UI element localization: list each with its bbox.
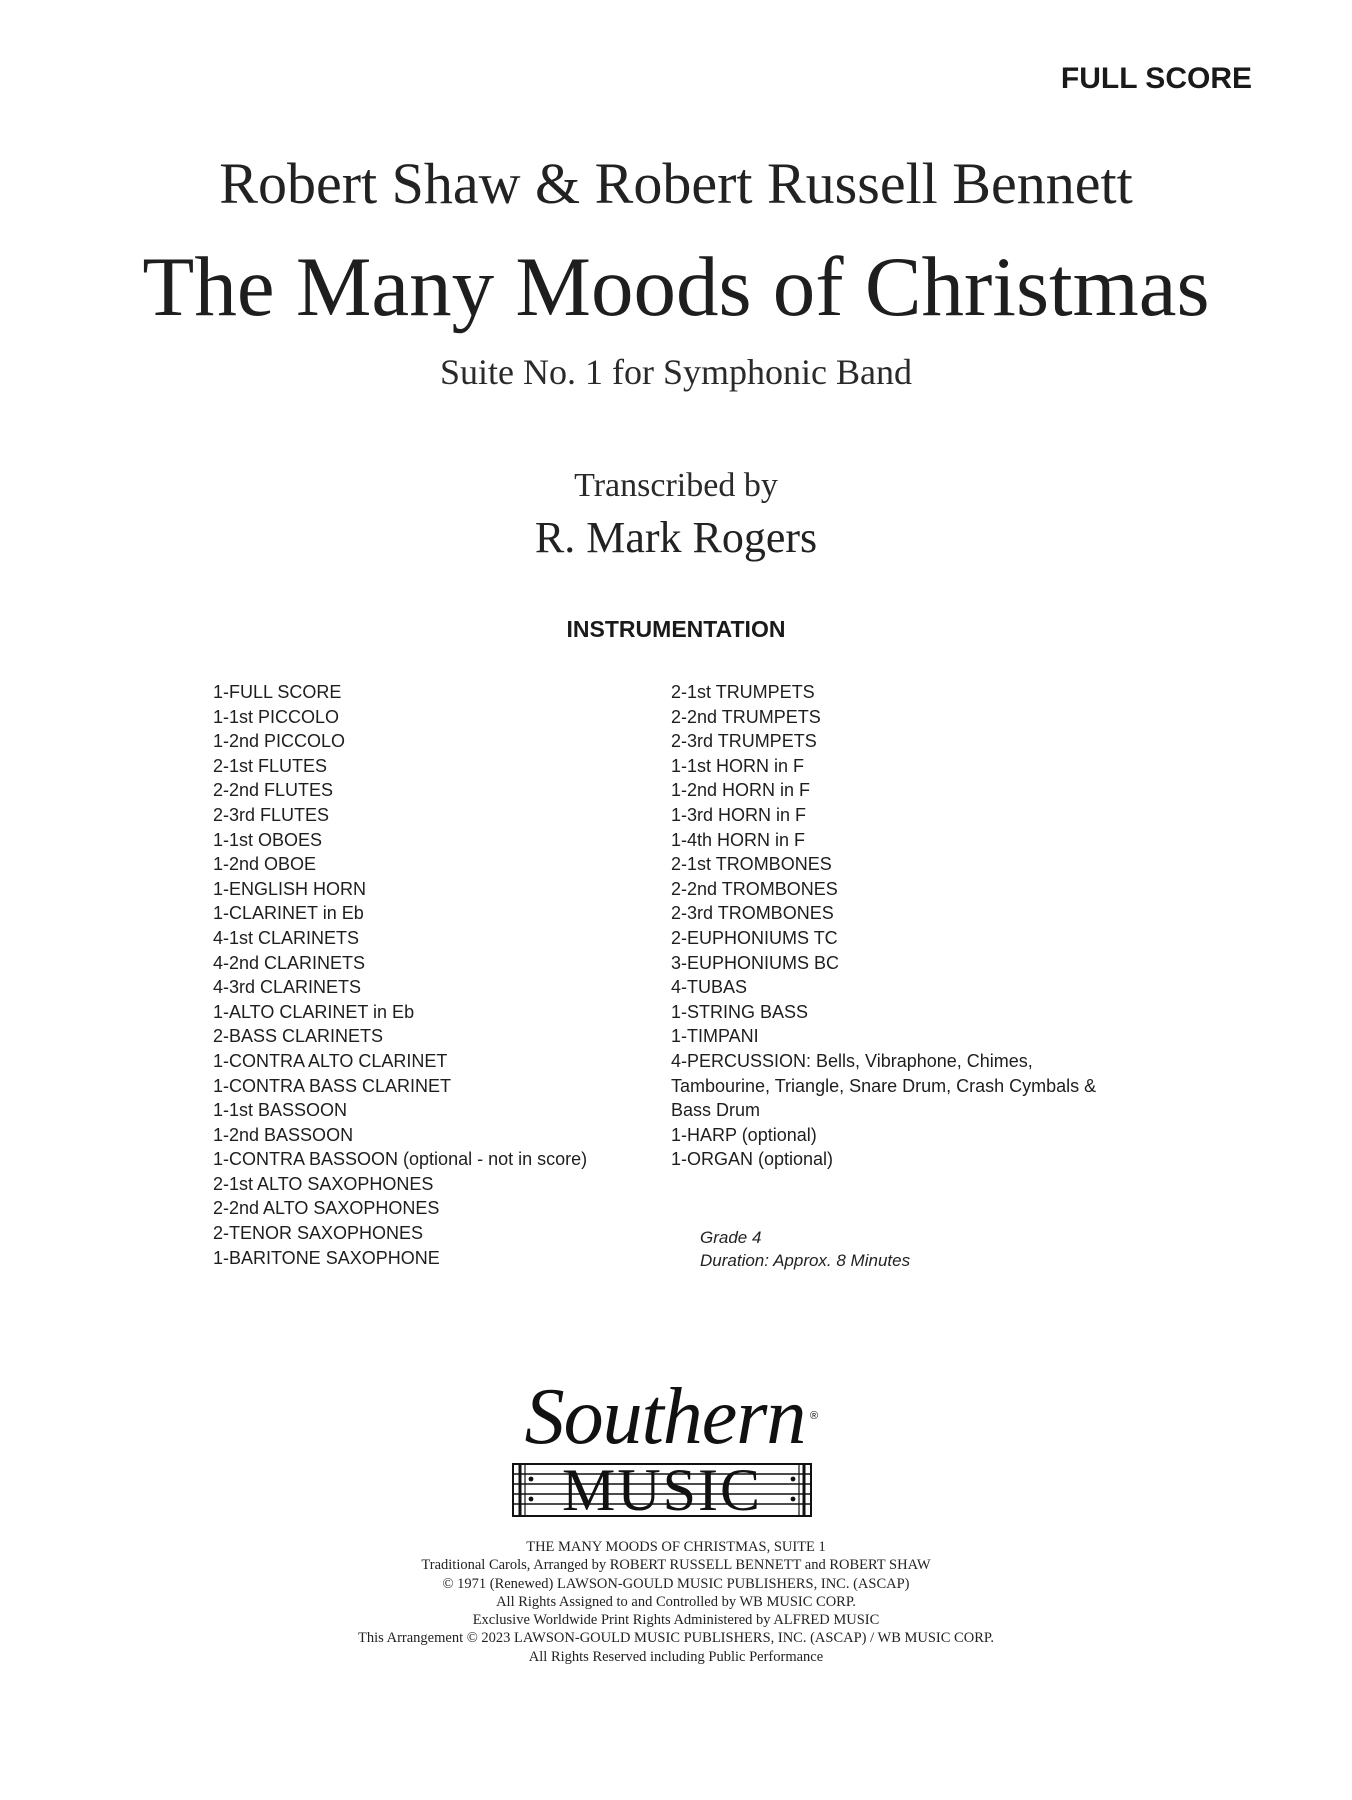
instrument-item: 2-2nd TRUMPETS	[671, 706, 821, 727]
instrument-item: 1-STRING BASS	[671, 1001, 809, 1022]
composers: Robert Shaw & Robert Russell Bennett	[219, 151, 1133, 216]
instrument-item: 1-TIMPANI	[671, 1026, 759, 1047]
instrumentation-list-right	[671, 680, 1131, 1172]
registered-mark: ®	[810, 1410, 819, 1422]
duration-label: Duration: Approx. 8 Minutes	[700, 1251, 911, 1270]
copyright-line: THE MANY MOODS OF CHRISTMAS, SUITE 1	[526, 1539, 826, 1555]
instrument-item: 1-FULL SCORE	[213, 682, 342, 702]
instrument-item: 3-EUPHONIUMS BC	[671, 952, 840, 973]
subtitle: Suite No. 1 for Symphonic Band	[440, 352, 912, 392]
instrument-item: 1-ENGLISH HORN	[213, 878, 367, 899]
logo-word-text: MUSIC	[561, 1457, 763, 1523]
instrument-item: 4-TUBAS	[671, 977, 748, 998]
copyright-line: This Arrangement © 2023 LAWSON-GOULD MUSIC PUBLISHERS, INC. (ASCAP) / WB MUSIC CORP.	[358, 1630, 994, 1647]
instrument-item: 2-EUPHONIUMS TC	[671, 927, 838, 948]
copyright-line: All Rights Reserved including Public Performance	[528, 1648, 824, 1665]
instrument-item: 1-BARITONE SAXOPHONE	[213, 1247, 440, 1268]
instrument-item: 1-1st OBOES	[213, 829, 323, 850]
instrument-item-percussion: 4-PERCUSSION: Bells, Vibraphone, Chimes, Tambourine, Triangle, Snare Drum, Crash Cymbals & Bass Drum	[671, 1050, 1097, 1121]
instrument-item: 2-1st TROMBONES	[671, 854, 832, 875]
instrument-item: 2-3rd FLUTES	[213, 804, 330, 825]
instrumentation-list-left	[213, 680, 633, 1270]
copyright-line: Traditional Carols, Arranged by ROBERT RUSSELL BENNETT and ROBERT SHAW	[421, 1557, 931, 1574]
instrument-item: 1-4th HORN in F	[671, 829, 806, 850]
instrumentation-heading: INSTRUMENTATION	[566, 616, 786, 642]
instrument-item: 1-CONTRA BASSOON (optional - not in score)	[213, 1149, 588, 1170]
copyright-line: All Rights Assigned to and Controlled by WB MUSIC CORP.	[496, 1593, 856, 1610]
instrument-item: 1-2nd OBOE	[213, 854, 317, 875]
instrument-item: 2-3rd TROMBONES	[671, 903, 834, 924]
instrument-item: 1-CONTRA BASS CLARINET	[213, 1075, 452, 1096]
transcribed-by-label: Transcribed by	[574, 467, 778, 504]
instrument-item: 1-1st PICCOLO	[213, 706, 340, 727]
instrument-item: 2-2nd TROMBONES	[671, 878, 838, 899]
instrument-item: 1-ALTO CLARINET in Eb	[213, 1001, 415, 1022]
instrument-item: 4-1st CLARINETS	[213, 927, 360, 948]
instrument-item: 1-CLARINET in Eb	[213, 903, 364, 924]
instrument-item: 4-3rd CLARINETS	[213, 977, 362, 998]
instrument-item: 1-CONTRA ALTO CLARINET	[213, 1050, 448, 1071]
grade-duration-block	[700, 1226, 910, 1272]
instrument-item: 1-HARP (optional)	[671, 1124, 817, 1145]
instrument-item: 1-2nd PICCOLO	[213, 731, 346, 752]
instrument-item: 2-TENOR SAXOPHONES	[213, 1223, 424, 1244]
southern-music-logo	[500, 1372, 830, 1522]
logo-script-text: Southern	[524, 1373, 806, 1461]
copyright-line: Exclusive Worldwide Print Rights Administered by ALFRED MUSIC	[472, 1612, 880, 1629]
copyright-line: © 1971 (Renewed) LAWSON-GOULD MUSIC PUBLISHERS, INC. (ASCAP)	[442, 1575, 910, 1592]
instrument-item: 1-1st HORN in F	[671, 755, 805, 776]
instrument-item: 2-1st ALTO SAXOPHONES	[213, 1173, 434, 1194]
copyright-block	[0, 1538, 1352, 1666]
instrument-item: 1-ORGAN (optional)	[671, 1149, 834, 1170]
transcriber-name: R. Mark Rogers	[534, 513, 818, 562]
page-title: The Many Moods of Christmas	[142, 240, 1210, 334]
instrument-item: 2-2nd FLUTES	[213, 780, 334, 801]
instrument-item: 4-2nd CLARINETS	[213, 952, 366, 973]
instrument-item: 2-BASS CLARINETS	[213, 1026, 384, 1047]
instrument-item: 1-3rd HORN in F	[671, 804, 807, 825]
instrument-item: 2-2nd ALTO SAXOPHONES	[213, 1198, 440, 1219]
instrument-item: 1-2nd BASSOON	[213, 1124, 354, 1145]
instrument-item: 2-1st TRUMPETS	[671, 682, 815, 702]
grade-label: Grade 4	[700, 1228, 762, 1247]
instrument-item: 1-1st BASSOON	[213, 1100, 348, 1121]
instrument-item: 1-2nd HORN in F	[671, 780, 811, 801]
full-score-label: FULL SCORE	[1060, 62, 1252, 95]
instrument-item: 2-1st FLUTES	[213, 755, 328, 776]
instrument-item: 2-3rd TRUMPETS	[671, 731, 817, 752]
